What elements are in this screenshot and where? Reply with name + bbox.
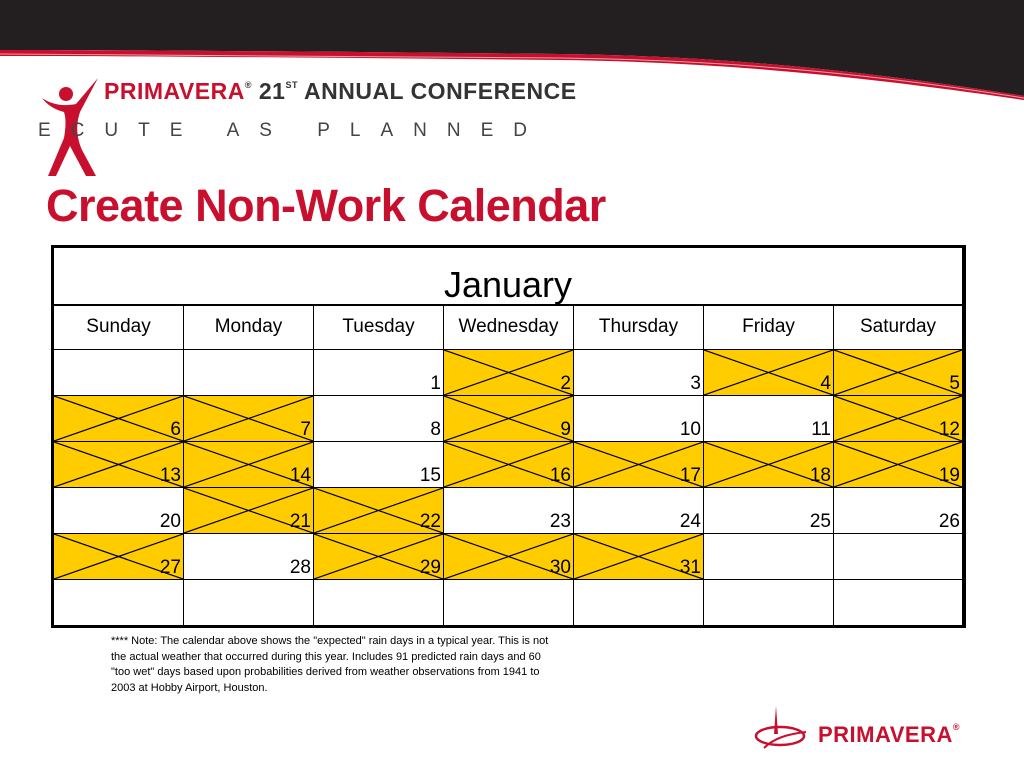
nonwork-day-cell[interactable]: [834, 350, 962, 396]
day-number: 8: [430, 419, 441, 440]
day-cell[interactable]: [444, 488, 574, 534]
day-number: 31: [679, 557, 701, 578]
day-cell[interactable]: [314, 580, 444, 625]
day-cell[interactable]: [314, 396, 444, 442]
day-cell[interactable]: [834, 580, 962, 625]
day-number: 23: [549, 511, 571, 532]
day-cell[interactable]: [704, 396, 834, 442]
day-cell[interactable]: [54, 580, 184, 625]
day-cell[interactable]: [574, 350, 704, 396]
day-header-sunday: Sunday: [54, 304, 184, 350]
day-number: 9: [560, 419, 571, 440]
day-cell[interactable]: [184, 350, 314, 396]
nonwork-cross-icon: [704, 350, 833, 395]
nonwork-day-cell[interactable]: [834, 442, 962, 488]
day-number: 28: [289, 557, 311, 578]
day-number: 4: [820, 373, 831, 394]
day-number: 26: [938, 511, 960, 532]
event-name: ANNUAL CONFERENCE: [304, 78, 577, 104]
day-cell[interactable]: [314, 350, 444, 396]
day-cell[interactable]: [54, 350, 184, 396]
day-number: 18: [809, 465, 831, 486]
day-header-thursday: Thursday: [574, 304, 704, 350]
day-header-saturday: Saturday: [834, 304, 962, 350]
nonwork-cross-icon: [444, 396, 573, 441]
day-number: 25: [809, 511, 831, 532]
day-number: 22: [419, 511, 441, 532]
day-cell[interactable]: [704, 580, 834, 625]
day-number: 6: [170, 419, 181, 440]
nonwork-day-cell[interactable]: [704, 442, 834, 488]
footer-brand: [818, 722, 960, 748]
nonwork-cross-icon: [184, 396, 313, 441]
ordinal-suffix: ST: [285, 80, 298, 90]
nonwork-cross-icon: [54, 396, 183, 441]
day-number: 12: [938, 419, 960, 440]
day-cell[interactable]: [834, 534, 962, 580]
day-cell[interactable]: [574, 396, 704, 442]
month-header: January: [54, 248, 962, 306]
nonwork-day-cell[interactable]: [574, 534, 704, 580]
nonwork-day-cell[interactable]: [444, 350, 574, 396]
nonwork-day-cell[interactable]: [314, 488, 444, 534]
day-number: 24: [679, 511, 701, 532]
day-cell[interactable]: [314, 442, 444, 488]
day-cell[interactable]: [704, 534, 834, 580]
slide-title: Create Non-Work Calendar: [46, 180, 606, 231]
day-number: 29: [419, 557, 441, 578]
day-header-wednesday: Wednesday: [444, 304, 574, 350]
nonwork-day-cell[interactable]: [54, 534, 184, 580]
nonwork-day-cell[interactable]: [314, 534, 444, 580]
day-number: 20: [159, 511, 181, 532]
nonwork-cross-icon: [834, 350, 962, 395]
nonwork-day-cell[interactable]: [574, 442, 704, 488]
day-header-monday: Monday: [184, 304, 314, 350]
calendar-table: [51, 245, 966, 628]
day-number: 3: [690, 373, 701, 394]
day-number: 17: [679, 465, 701, 486]
nonwork-day-cell[interactable]: [444, 534, 574, 580]
day-number: 19: [938, 465, 960, 486]
day-cell[interactable]: [574, 580, 704, 625]
footer-brand-name: PRIMAVERA: [818, 722, 953, 747]
day-number: 2: [560, 373, 571, 394]
day-cell[interactable]: [444, 580, 574, 625]
ordinal-number: 21: [258, 78, 286, 104]
nonwork-day-cell[interactable]: [444, 442, 574, 488]
primavera-logo-icon: [754, 704, 814, 754]
day-cell[interactable]: [704, 488, 834, 534]
day-cell[interactable]: [54, 488, 184, 534]
nonwork-day-cell[interactable]: [184, 396, 314, 442]
nonwork-day-cell[interactable]: [54, 396, 184, 442]
day-number: 10: [679, 419, 701, 440]
day-header-friday: Friday: [704, 304, 834, 350]
day-number: 16: [549, 465, 571, 486]
day-number: 11: [811, 419, 831, 440]
nonwork-day-cell[interactable]: [704, 350, 834, 396]
day-number: 14: [289, 465, 311, 486]
day-header-tuesday: Tuesday: [314, 304, 444, 350]
tagline: ECUTE AS PLANNED: [38, 120, 547, 141]
day-number: 21: [289, 511, 311, 532]
footer-registered-mark: ®: [952, 722, 961, 732]
nonwork-day-cell[interactable]: [54, 442, 184, 488]
nonwork-cross-icon: [444, 350, 573, 395]
nonwork-day-cell[interactable]: [834, 396, 962, 442]
conference-title: [104, 78, 577, 105]
nonwork-day-cell[interactable]: [184, 442, 314, 488]
nonwork-day-cell[interactable]: [184, 488, 314, 534]
nonwork-day-cell[interactable]: [444, 396, 574, 442]
day-cell[interactable]: [184, 580, 314, 625]
day-number: 7: [300, 419, 311, 440]
day-number: 30: [549, 557, 571, 578]
day-number: 27: [159, 557, 181, 578]
day-number: 13: [159, 465, 181, 486]
day-cell[interactable]: [184, 534, 314, 580]
footnote: **** Note: The calendar above shows the "expected" rain days in a typical year. This is not the actual weather that occurred during this year. Includes 91 predicted rain days and 60 "too wet" days based upon probabilities derived from weather observations from 1941 to 2003 at Hobby Airport, Houston.: [111, 635, 549, 694]
registered-mark: ®: [244, 80, 252, 90]
day-cell[interactable]: [834, 488, 962, 534]
day-number: 5: [949, 373, 960, 394]
conference-brand: PRIMAVERA: [104, 78, 245, 104]
day-number: 1: [430, 373, 441, 394]
day-number: 15: [419, 465, 441, 486]
day-cell[interactable]: [574, 488, 704, 534]
